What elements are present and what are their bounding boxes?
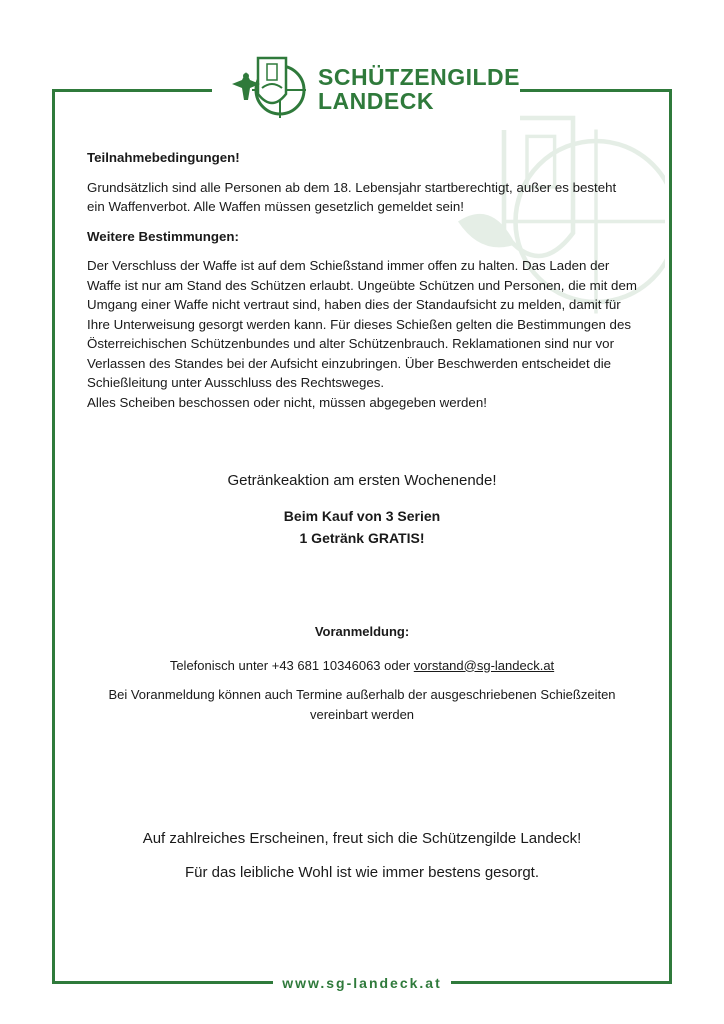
footer-url[interactable]: www.sg-landeck.at bbox=[273, 966, 451, 1000]
preregistration-heading: Voranmeldung: bbox=[314, 624, 410, 639]
club-logo-icon bbox=[228, 50, 308, 128]
email-link[interactable]: vorstand@sg-landeck.at bbox=[413, 657, 555, 673]
header-logo-block bbox=[212, 48, 520, 130]
promo-section bbox=[87, 472, 637, 549]
preregistration-contact bbox=[87, 656, 637, 676]
teilnahme-heading: Teilnahmebedingungen! bbox=[87, 150, 240, 165]
bestimmungen-heading: Weitere Bestimmungen: bbox=[87, 228, 239, 244]
conditions-section bbox=[87, 140, 637, 412]
phone-text: Telefonisch unter +43 681 10346063 oder bbox=[169, 657, 414, 673]
brand-line-2: LANDECK bbox=[318, 88, 434, 114]
teilnahme-text: Grundsätzlich sind alle Personen ab dem 18. Lebensjahr startberechtigt, außer es besteht ein Waffenverbot. Alle Waffen müssen gesetzlich gemeldet sein! bbox=[87, 179, 617, 214]
promo-line-2: 1 Getränk GRATIS! bbox=[299, 530, 425, 546]
closing-line-2: Für das leibliche Wohl ist wie immer bestens gesorgt. bbox=[184, 864, 540, 881]
closing-section bbox=[87, 828, 637, 896]
preregistration-note: Bei Voranmeldung können auch Termine außerhalb der ausgeschriebenen Schießzeiten vereinbart werden bbox=[108, 687, 616, 722]
brand-name bbox=[318, 65, 520, 113]
promo-line-1: Beim Kauf von 3 Serien bbox=[283, 508, 441, 524]
brand-line-1: SCHÜTZENGILDE bbox=[318, 64, 520, 90]
preregistration-section bbox=[87, 614, 637, 724]
bestimmungen-text: Der Verschluss der Waffe ist auf dem Schießstand immer offen zu halten. Das Laden der Waffe ist nur am Stand des Schützen erlaubt. Ungeübte Schützen und Personen, die mit dem Umgang einer Waffe nicht vertraut sind, haben dies der Standaufsicht zu melden, damit für Ihre Unterweisung gesorgt werden kann. Für dieses Schießen gelten die Bestimmungen des Österreichischen Schützenbundes und alter Schützenbrauch. Reklamationen sind nur vor Verlassen des Standes bei der Aufsicht einzubringen. Über Beschwerden entscheidet die Schießleitung unter Ausschluss des Rechtsweges. bbox=[87, 258, 637, 390]
bestimmungen-note: Alles Scheiben beschossen oder nicht, müssen abgegeben werden! bbox=[87, 394, 487, 410]
closing-line-1: Auf zahlreiches Erscheinen, freut sich die Schützengilde Landeck! bbox=[142, 830, 582, 847]
promo-lead: Getränkeaktion am ersten Wochenende! bbox=[227, 472, 497, 489]
